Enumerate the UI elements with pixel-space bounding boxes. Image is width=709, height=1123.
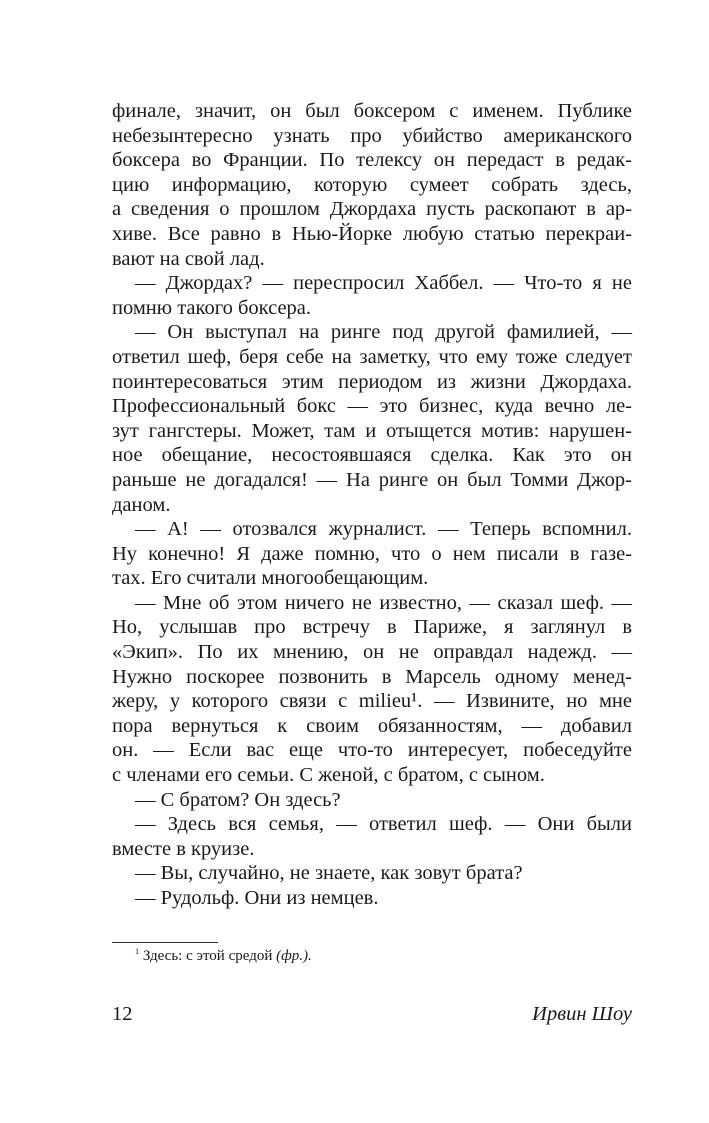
body-text xyxy=(112,99,632,911)
text-line: — Он выступал на ринге под другой фамилией, — xyxy=(135,321,632,344)
text-line: тах. Его считали многообещающим. xyxy=(112,567,429,590)
running-footer-author: Ирвин Шоу xyxy=(532,1003,632,1025)
text-line: раньше не догадался! — На ринге он был Томми Джор- xyxy=(112,468,632,491)
text-line: помню такого боксера. xyxy=(112,296,312,319)
text-line: цию информацию, которую сумеет собрать здесь, xyxy=(112,173,632,196)
text-line: — С братом? Он здесь? xyxy=(135,788,341,811)
text-line: финале, значит, он был боксером с именем. Публике xyxy=(112,100,632,122)
text-line: — А! — отозвался журналист. — Теперь вспомнил. xyxy=(135,518,632,541)
text-line: — Джордах? — переспросил Хаббел. — Что-то я не xyxy=(135,272,632,295)
text-line: жеру, у которого связи с milieu¹. — Извините, но мне xyxy=(112,690,632,713)
text-line: — Рудольф. Они из немцев. xyxy=(135,887,379,909)
text-line: с членами его семьи. С женой, с братом, с сыном. xyxy=(112,764,545,787)
text-line: боксера во Франции. По телексу он передаст в редак- xyxy=(112,149,632,172)
page-number: 12 xyxy=(112,1003,133,1025)
text-line: — Вы, случайно, не знаете, как зовут брата? xyxy=(135,862,523,885)
text-line: зут гангстеры. Может, там и отыщется мотив: нарушен- xyxy=(112,419,632,442)
text-line: Нужно поскорее позвонить в Марсель одному менед- xyxy=(112,665,632,688)
text-line: ответил шеф, беря себе на заметку, что ему тоже следует xyxy=(112,345,632,368)
text-line: «Экип». По их мнению, он не оправдал надежд. — xyxy=(112,641,632,664)
text-line: Но, услышав про встречу в Париже, я заглянул в xyxy=(112,616,632,639)
footnote xyxy=(135,946,312,966)
footnote-text: Здесь: с этой средой xyxy=(142,948,277,964)
text-line: Ну конечно! Я даже помню, что о нем писали в газе- xyxy=(112,542,632,565)
footnote-divider xyxy=(112,942,218,943)
footnote-marker: 1 xyxy=(135,947,140,956)
text-line: поинтересоваться этим периодом из жизни Джордаха. xyxy=(112,370,632,393)
text-line: Профессиональный бокс — это бизнес, куда вечно ле- xyxy=(112,395,632,418)
text-line: — Мне об этом ничего не известно, — сказал шеф. — xyxy=(135,591,632,614)
text-line: хиве. Все равно в Нью-Йорке любую статью перекраи- xyxy=(112,222,632,245)
text-line: небезынтересно узнать про убийство американского xyxy=(112,124,632,147)
text-line: — Здесь вся семья, — ответил шеф. — Они были xyxy=(135,813,632,836)
footnote-language-note: (фр.). xyxy=(276,948,312,964)
text-line: вают на свой лад. xyxy=(112,247,265,270)
text-line: он. — Если вас еще что-то интересует, побеседуйте xyxy=(112,739,632,762)
text-line: даном. xyxy=(112,493,171,516)
text-line: ное обещание, несостоявшаяся сделка. Как это он xyxy=(112,444,632,467)
text-line: пора вернуться к своим обязанностям, — добавил xyxy=(112,714,632,737)
text-line: а сведения о прошлом Джордаха пусть раскопают в ар- xyxy=(112,198,632,221)
text-line: вместе в круизе. xyxy=(112,837,255,860)
